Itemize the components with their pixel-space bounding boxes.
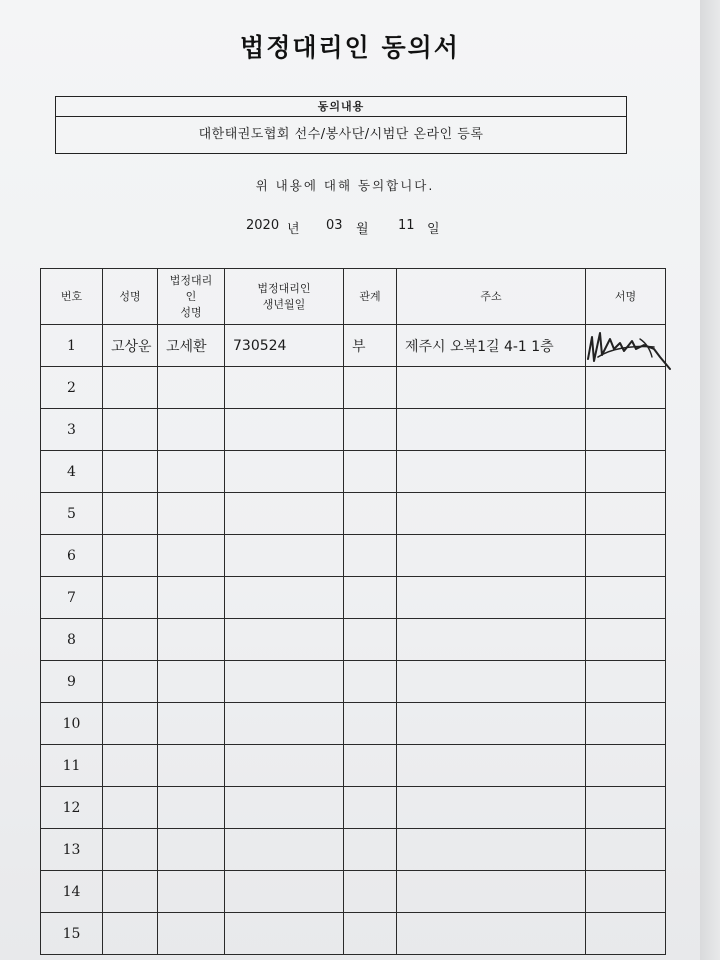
header-guardian-name <box>158 269 225 325</box>
page-edge <box>700 0 720 960</box>
cell-relation <box>344 577 397 619</box>
cell-no: 1 <box>41 325 103 367</box>
table-header-row <box>41 269 666 325</box>
cell-no: 11 <box>41 745 103 787</box>
guardian-table <box>40 268 666 955</box>
cell-guardian-name <box>158 535 225 577</box>
cell-signature <box>586 493 666 535</box>
cell-name <box>103 745 158 787</box>
document-title: 법정대리인 동의서 <box>240 33 460 62</box>
consent-box <box>55 96 627 154</box>
cell-signature <box>586 409 666 451</box>
table-row <box>41 871 666 913</box>
cell-no: 6 <box>41 535 103 577</box>
table-row <box>41 913 666 955</box>
cell-address <box>397 535 586 577</box>
cell-relation <box>344 703 397 745</box>
header-name: 성명 <box>103 269 158 325</box>
cell-name <box>103 535 158 577</box>
cell-guardian-birth <box>225 745 344 787</box>
cell-signature <box>586 829 666 871</box>
cell-name <box>103 829 158 871</box>
cell-signature <box>586 577 666 619</box>
header-guardian-name-line3: 성명 <box>180 305 202 319</box>
cell-guardian-birth <box>225 661 344 703</box>
cell-relation <box>344 787 397 829</box>
cell-guardian-birth <box>225 535 344 577</box>
cell-signature <box>586 367 666 409</box>
cell-signature <box>586 787 666 829</box>
cell-guardian-name <box>158 493 225 535</box>
table-body <box>41 325 666 955</box>
cell-signature <box>586 661 666 703</box>
cell-address <box>397 661 586 703</box>
cell-no: 10 <box>41 703 103 745</box>
cell-relation: 부 <box>344 325 397 367</box>
cell-name <box>103 913 158 955</box>
cell-no: 7 <box>41 577 103 619</box>
table-row <box>41 787 666 829</box>
cell-signature <box>586 451 666 493</box>
table-row <box>41 409 666 451</box>
cell-guardian-birth <box>225 367 344 409</box>
cell-name <box>103 787 158 829</box>
cell-name <box>103 367 158 409</box>
cell-guardian-name <box>158 745 225 787</box>
cell-no: 5 <box>41 493 103 535</box>
cell-no: 9 <box>41 661 103 703</box>
cell-guardian-birth <box>225 619 344 661</box>
table-row <box>41 451 666 493</box>
cell-name <box>103 619 158 661</box>
cell-guardian-birth: 730524 <box>225 325 344 367</box>
cell-relation <box>344 493 397 535</box>
consent-header: 동의내용 <box>56 97 626 117</box>
cell-guardian-name <box>158 871 225 913</box>
cell-guardian-birth <box>225 493 344 535</box>
header-guardian-name-line1: 법정대리 <box>169 273 213 287</box>
cell-address: 제주시 오복1길 4-1 1층 <box>397 325 586 367</box>
cell-no: 14 <box>41 871 103 913</box>
cell-address <box>397 913 586 955</box>
cell-relation <box>344 409 397 451</box>
header-guardian-birth <box>225 269 344 325</box>
table-row <box>41 493 666 535</box>
cell-address <box>397 745 586 787</box>
cell-signature <box>586 703 666 745</box>
header-signature: 서명 <box>586 269 666 325</box>
cell-no: 8 <box>41 619 103 661</box>
date-month: 03 <box>326 218 343 233</box>
cell-no: 3 <box>41 409 103 451</box>
cell-signature <box>586 871 666 913</box>
table-row <box>41 745 666 787</box>
cell-relation <box>344 829 397 871</box>
cell-guardian-name <box>158 619 225 661</box>
cell-guardian-name <box>158 577 225 619</box>
cell-address <box>397 409 586 451</box>
cell-name <box>103 661 158 703</box>
cell-signature <box>586 325 666 367</box>
cell-guardian-name <box>158 409 225 451</box>
cell-signature <box>586 535 666 577</box>
header-guardian-birth-line1: 법정대리인 <box>257 281 311 295</box>
date-year-unit: 년 <box>287 222 300 237</box>
agree-statement: 위 내용에 대해 동의합니다. <box>255 178 435 193</box>
cell-address <box>397 367 586 409</box>
header-guardian-birth-line2: 생년월일 <box>262 297 306 311</box>
cell-guardian-birth <box>225 829 344 871</box>
cell-name: 고상운 <box>103 325 158 367</box>
cell-relation <box>344 871 397 913</box>
cell-guardian-name <box>158 787 225 829</box>
cell-guardian-birth <box>225 913 344 955</box>
table-row <box>41 535 666 577</box>
cell-name <box>103 493 158 535</box>
cell-guardian-name <box>158 913 225 955</box>
cell-address <box>397 451 586 493</box>
cell-guardian-name: 고세환 <box>158 325 225 367</box>
cell-guardian-birth <box>225 577 344 619</box>
header-guardian-name-line2: 인 <box>185 289 197 303</box>
cell-name <box>103 871 158 913</box>
cell-guardian-birth <box>225 871 344 913</box>
table-row <box>41 661 666 703</box>
cell-guardian-name <box>158 703 225 745</box>
cell-address <box>397 577 586 619</box>
cell-name <box>103 451 158 493</box>
cell-signature <box>586 745 666 787</box>
cell-address <box>397 829 586 871</box>
date-year: 2020 <box>246 218 280 233</box>
cell-address <box>397 619 586 661</box>
cell-guardian-birth <box>225 787 344 829</box>
header-address: 주소 <box>397 269 586 325</box>
cell-no: 13 <box>41 829 103 871</box>
cell-guardian-birth <box>225 451 344 493</box>
header-relation: 관계 <box>344 269 397 325</box>
cell-relation <box>344 661 397 703</box>
cell-name <box>103 577 158 619</box>
cell-relation <box>344 451 397 493</box>
cell-guardian-name <box>158 367 225 409</box>
cell-no: 4 <box>41 451 103 493</box>
cell-address <box>397 871 586 913</box>
cell-address <box>397 787 586 829</box>
cell-relation <box>344 913 397 955</box>
cell-no: 15 <box>41 913 103 955</box>
table-row <box>41 703 666 745</box>
cell-signature <box>586 913 666 955</box>
signature-icon <box>580 319 680 373</box>
cell-no: 12 <box>41 787 103 829</box>
consent-content: 대한태권도협회 선수/봉사단/시범단 온라인 등록 <box>198 127 484 142</box>
cell-address <box>397 703 586 745</box>
cell-relation <box>344 535 397 577</box>
cell-guardian-name <box>158 829 225 871</box>
date-day-unit: 일 <box>427 222 440 237</box>
cell-signature <box>586 619 666 661</box>
date-day: 11 <box>398 218 415 233</box>
date-month-unit: 월 <box>356 222 369 237</box>
table-row <box>41 367 666 409</box>
cell-relation <box>344 367 397 409</box>
cell-relation <box>344 619 397 661</box>
cell-address <box>397 493 586 535</box>
cell-guardian-birth <box>225 409 344 451</box>
table-row <box>41 829 666 871</box>
cell-guardian-name <box>158 661 225 703</box>
cell-guardian-name <box>158 451 225 493</box>
cell-name <box>103 703 158 745</box>
cell-guardian-birth <box>225 703 344 745</box>
header-no: 번호 <box>41 269 103 325</box>
cell-name <box>103 409 158 451</box>
cell-no: 2 <box>41 367 103 409</box>
cell-relation <box>344 745 397 787</box>
table-row <box>41 619 666 661</box>
table-row <box>41 325 666 367</box>
table-row <box>41 577 666 619</box>
